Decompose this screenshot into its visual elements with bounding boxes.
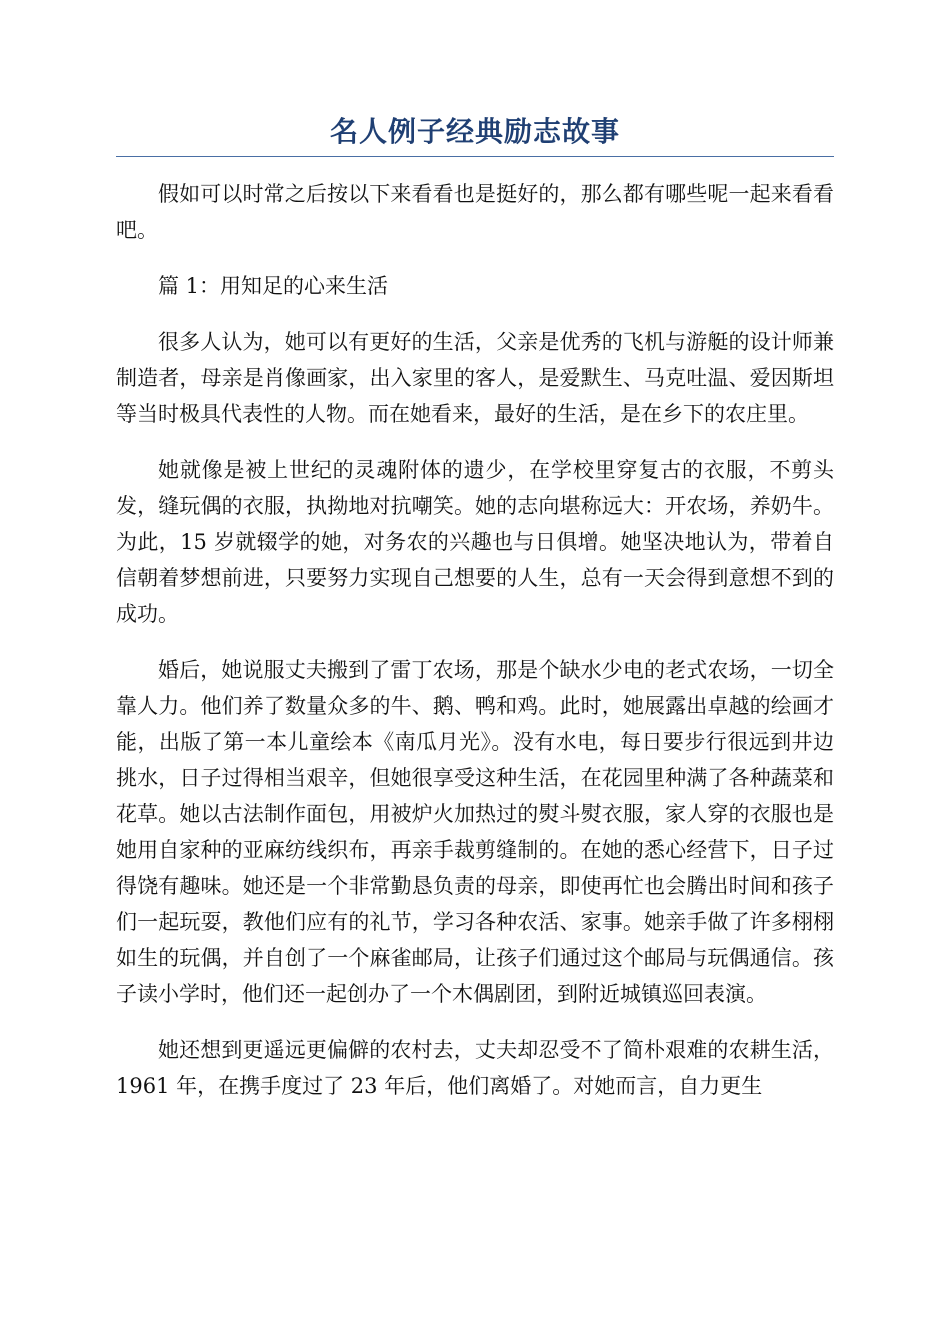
body-paragraph: 她还想到更遥远更偏僻的农村去，丈夫却忍受不了简朴艰难的农耕生活，1961 年，在携手度过了 23 年后，他们离婚了。对她而言，自力更生 bbox=[116, 1038, 834, 1098]
document-body bbox=[116, 176, 834, 1124]
body-paragraph: 很多人认为，她可以有更好的生活，父亲是优秀的飞机与游艇的设计师兼制造者，母亲是肖像画家，出入家里的客人，是爱默生、马克吐温、爱因斯坦等当时极具代表性的人物。而在她看来，最好的生活，是在乡下的农庄里。 bbox=[116, 330, 834, 426]
body-paragraph: 婚后，她说服丈夫搬到了雷丁农场，那是个缺水少电的老式农场，一切全靠人力。他们养了数量众多的牛、鹅、鸭和鸡。此时，她展露出卓越的绘画才能，出版了第一本儿童绘本《南瓜月光》。没有水电，每日要步行很远到井边挑水，日子过得相当艰辛，但她很享受这种生活，在花园里种满了各种蔬菜和花草。她以古法制作面包，用被炉火加热过的熨斗熨衣服，家人穿的衣服也是她用自家种的亚麻纺线织布，再亲手裁剪缝制的。在她的悉心经营下，日子过得饶有趣味。她还是一个非常勤恳负责的母亲，即使再忙也会腾出时间和孩子们一起玩耍，教他们应有的礼节，学习各种农活、家事。她亲手做了许多栩栩如生的玩偶，并自创了一个麻雀邮局，让孩子们通过这个邮局与玩偶通信。孩子读小学时，他们还一起创办了一个木偶剧团，到附近城镇巡回表演。 bbox=[116, 658, 834, 1006]
title-block bbox=[116, 110, 834, 157]
body-paragraph: 她就像是被上世纪的灵魂附体的遗少，在学校里穿复古的衣服，不剪头发，缝玩偶的衣服，执拗地对抗嘲笑。她的志向堪称远大：开农场，养奶牛。为此，15 岁就辍学的她，对务农的兴趣也与日俱增。她坚决地认为，带着自信朝着梦想前进，只要努力实现自己想要的人生，总有一天会得到意想不到的成功。 bbox=[116, 458, 834, 626]
document-title: 名人例子经典励志故事 bbox=[329, 115, 620, 148]
section-heading: 篇 1：用知足的心来生活 bbox=[158, 274, 389, 298]
intro-paragraph: 假如可以时常之后按以下来看看也是挺好的，那么都有哪些呢一起来看看吧。 bbox=[116, 182, 834, 242]
